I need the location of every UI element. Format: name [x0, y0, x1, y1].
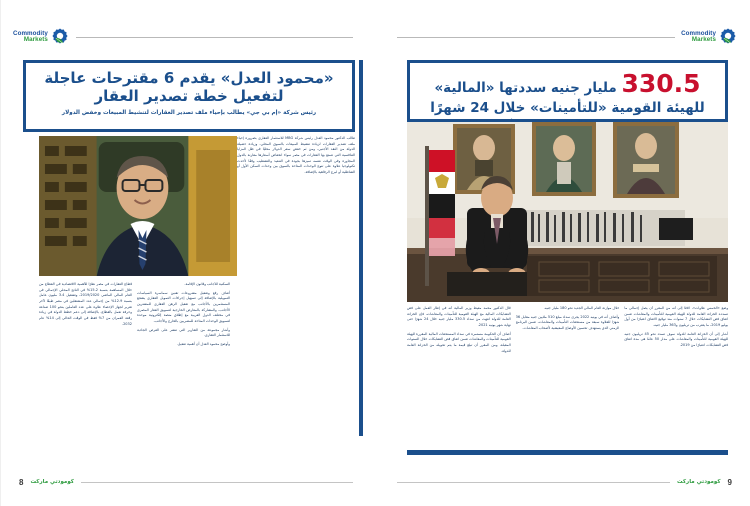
logo-line-1: Commodity [13, 29, 48, 37]
page-8-side-rule [359, 60, 363, 436]
paragraph: وأوضح محمود العدل أن أهمية تفعيل. [176, 341, 230, 346]
page-8-photo [39, 136, 237, 276]
page-9-footer [397, 476, 732, 488]
page-8-column-2 [39, 282, 132, 434]
page-9 [375, 0, 750, 506]
page-9-column-3 [407, 306, 511, 446]
paragraph: خلال موازنة العام المالي الجديد نحو 180 مليار جنيه. [543, 306, 620, 310]
page-8-headline [34, 69, 344, 106]
logo-wordmark [681, 31, 716, 43]
headline-big-number: 330.5 [621, 69, 701, 98]
paragraph: أضاف أن الحكومة مستمرة في سداد المستحقات المالية المقررة للهيئة القومية للتأمينات والمعاشات ضمن اتفاق فض التشابكات خلال السنوات المقبلة، ومن المقرر أن تبلغ قيمة ما يتم تحويله من الخزانة العامة للدولة. [407, 331, 511, 353]
logo-line-2: Markets [691, 36, 716, 43]
headline-line-1: «محمود العدل» يقدم 6 مقترحات عاجلة [44, 69, 334, 87]
page-8-column-1 [237, 136, 355, 434]
page-9-headline [418, 69, 717, 116]
paragraph: قال الدكتور محمد معيط وزير المالية أنه في إطار العمل على فض التشابكات المالية مع الهيئة القومية للتأمينات والمعاشات، فإن الخزانة العامة للدولة انتهت من سداد 330.5 مليار جنيه خلال 24 شهرًا حتى نهاية شهر يونيه 2021. [407, 306, 511, 327]
footer-brand: كومودتي ماركت [30, 479, 74, 485]
paragraph: وأشار مجموعة من التقارير التي تنشر على الفرص الجاذبة للاستثمار العقاري. [137, 327, 230, 338]
headline-line-2: لتفعيل خطة تصدير العقار [94, 87, 284, 106]
gear-leaf-icon [50, 27, 70, 47]
page-9-column-1 [624, 306, 728, 446]
commodity-markets-logo [13, 27, 70, 47]
page-9-photo [407, 122, 728, 302]
paragraph: طالب الدكتور محمود العدل رئيس شركة MBG للاستثمار العقاري بضرورة إحياء ملف تصدير العقارات لزيادة تنشيط المبيعات بالسوق المحلي، وزيادة حصيلة الدولة من النقد الأجنبي، ومن ثم خفض سعر الدولار محليًا في ظل المزايا التنافسية التي تتمتع بها العقارات في مصر سواء انخفاض أسعارها مقارنة بالدول المجاورة وفي الوقت نفسه تميزها بجودة في التنفيذ والتشطيب وفقًا لأحدث تكنولوجيا علاوة على تنوع الوحدات المتاحة بالسوق بين وحدات السكن الأول أو الشاطئية أو لبرج الرفاهية بالإضافة. [237, 136, 355, 174]
footer-brand: كومودتي ماركت [677, 479, 721, 485]
page-number: 8 [19, 477, 24, 487]
portrait-illustration [39, 136, 237, 276]
photo-illustration [407, 122, 728, 302]
page-9-headline-box [407, 60, 728, 122]
logo-wordmark [13, 31, 48, 43]
paragraph: أضاف رفع وتفعيل مشروعات تقنين سماسرة السياسات التمويلية بالإضافة إلى تسهيل إجراءات التمويل العقاري يشجع المستثمرين بالأجانب مع تفعيل الرهن العقاري للمشترين الأجانب، والمشاركة بالمعارض الخارجية لتسويق العقار المصري في مختلف الدول العربية مع إطلاق منصة إلكترونية موحدة لتسويق الوحدات المتاحة للمصريين بالخارج والأجانب. [137, 290, 230, 323]
page-9-bottom-rule [407, 450, 728, 455]
page-9-columns [407, 306, 728, 446]
gear-leaf-icon [718, 27, 738, 47]
footer-divider [81, 482, 353, 483]
paragraph: وضع «الخمس علاوات»، لافتًا إلى أنه من المقرر أن يصل إجمالي ما تسدده الخزانة العامة للدولة للهيئة القومية للتأمينات والمعاشات ضمن اتفاق فض التشابكات خلال 7 سنوات منذ توقيع الاتفاق اعتبارًا من أول يوليو 2019، ما يقترب من تريليون و363 مليار جنيه. [624, 306, 729, 327]
masthead-divider [76, 37, 353, 38]
commodity-markets-logo [681, 27, 738, 47]
masthead-right [13, 22, 353, 52]
page-8-headline-box [23, 60, 355, 132]
page-9-column-2 [516, 306, 620, 446]
masthead-divider [397, 37, 675, 38]
masthead-left [397, 22, 738, 52]
page-8-column-3 [137, 282, 230, 434]
paragraph: وأضاف أنه في يونيه 2022 يجرى سداد مبلغ 510 ملايين جنيه مقابل 36 شهرًا للعلاوة سبعة من مستحقات التأمينات والمعاشات، ضمن البرنامج الزمني الذي يستهدف تحسين الأوضاع المعيشية لأصحاب المعاشات. [515, 314, 620, 330]
page-8-columns-lower [39, 282, 230, 434]
logo-line-2: Markets [23, 36, 48, 43]
headline-line-1-rest: مليار جنيه سددتها «المالية» [434, 80, 617, 96]
paragraph: قطاع العقارات في مصر نظرًا للأهمية الاقتصادية في القطاع من خلال المساهمة بنسبة 15.2% في الناتج المحلي الإجمالي في العام المالي الماضي 2019/2020، وتشغيل 3.4 مليون عامل بنسبة 12.9% من إجمالي عدد المشتغلين في مصر طبقًا لآخر تقرير لجهاز الإحصاء علاوة على عدد العاملين بنحو 100 صناعة وحرفة تعمل بالقطاع، بالإضافة إلى دعم خطط الدولة في زيادة رقعة العمران من 7% فقط في الوقت الحالي إلى 14% عام 2032. [39, 282, 132, 326]
page-8-kicker: رئيس شركة «إم بي جي» يطالب بإحياء ملف تصدير العقارات لتنشيط المبيعات وخفض الدولار [61, 109, 317, 116]
page-number: 9 [727, 477, 732, 487]
page-8-column-right [237, 136, 355, 434]
logo-line-1: Commodity [681, 29, 716, 37]
page-8-footer [19, 476, 353, 488]
paragraph: السكنية للأجانب وقانون الإقامة. [184, 282, 230, 286]
headline-line-2: للهيئة القومية «للتأمينات» خلال 24 شهرًا [430, 99, 705, 116]
paragraph: أشار إلى أن الخزانة العامة للدولة سوف تسدد نحو 45 تريليون جنيه للهيئة القومية للتأمينات والمعاشات على مدار 50 عامًا هى مدة اتفاق فض التشابكات اعتبارًا من 2019. [624, 331, 729, 347]
footer-divider [397, 482, 670, 483]
